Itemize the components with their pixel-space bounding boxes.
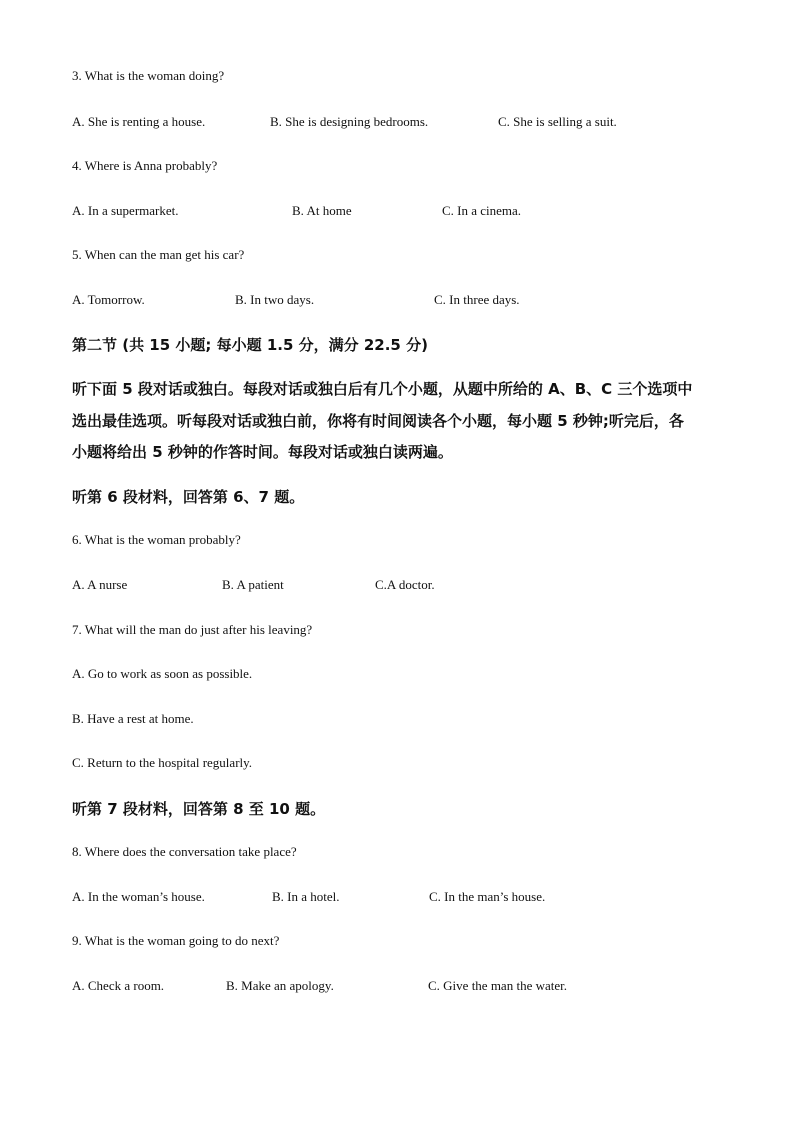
material-7-heading: 听第 7 段材料，回答第 8 至 10 题。 — [72, 800, 326, 818]
question-7-option-b: B. Have a rest at home. — [72, 711, 194, 726]
question-8-stem: 8. Where does the conversation take place? — [72, 844, 297, 859]
question-3-option-a: A. She is renting a house. — [72, 114, 206, 129]
question-7-stem: 7. What will the man do just after his leaving? — [72, 622, 313, 637]
question-5-option-c: C. In three days. — [434, 292, 520, 307]
question-6-option-a: A. A nurse — [72, 577, 128, 592]
question-4-option-c: C. In a cinema. — [442, 203, 522, 218]
question-3-option-c: C. She is selling a suit. — [498, 114, 617, 129]
question-9-option-b: B. Make an apology. — [226, 978, 334, 993]
question-6-option-b: B. A patient — [222, 577, 284, 592]
question-9-option-a: A. Check a room. — [72, 978, 165, 993]
section-2-instructions-line-1: 听下面 5 段对话或独白。每段对话或独白后有几个小题，从题中所给的 A、B、C 三个选项中 — [72, 380, 693, 398]
question-9-option-c: C. Give the man the water. — [428, 978, 567, 993]
question-6-option-c: C.A doctor. — [375, 577, 435, 592]
question-8-option-a: A. In the woman’s house. — [72, 889, 205, 904]
section-2-heading: 第二节 (共 15 小题; 每小题 1.5 分，满分 22.5 分) — [72, 336, 428, 354]
question-4-option-b: B. At home — [292, 203, 352, 218]
section-2-instructions-line-3: 小题将给出 5 秒钟的作答时间。每段对话或独白读两遍。 — [72, 443, 453, 461]
question-5-stem: 5. When can the man get his car? — [72, 247, 245, 262]
question-3-stem: 3. What is the woman doing? — [72, 68, 225, 83]
question-8-option-b: B. In a hotel. — [272, 889, 340, 904]
question-9-stem: 9. What is the woman going to do next? — [72, 933, 280, 948]
question-6-stem: 6. What is the woman probably? — [72, 532, 241, 547]
question-7-option-a: A. Go to work as soon as possible. — [72, 666, 253, 681]
question-4-stem: 4. Where is Anna probably? — [72, 158, 218, 173]
material-6-heading: 听第 6 段材料，回答第 6、7 题。 — [72, 488, 305, 506]
question-8-option-c: C. In the man’s house. — [429, 889, 546, 904]
question-5-option-a: A. Tomorrow. — [72, 292, 145, 307]
question-7-option-c: C. Return to the hospital regularly. — [72, 755, 253, 770]
question-4-option-a: A. In a supermarket. — [72, 203, 179, 218]
question-3-option-b: B. She is designing bedrooms. — [270, 114, 429, 129]
section-2-instructions-line-2: 选出最佳选项。听每段对话或独白前，你将有时间阅读各个小题，每小题 5 秒钟;听完后，各 — [72, 412, 684, 430]
question-5-option-b: B. In two days. — [235, 292, 315, 307]
